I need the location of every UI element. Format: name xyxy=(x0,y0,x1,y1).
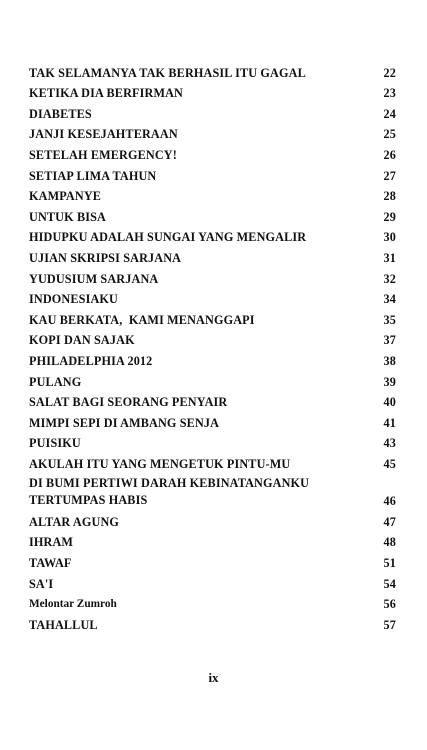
toc-entry-title: SETIAP LIMA TAHUN xyxy=(29,168,157,183)
toc-entry-page: 47 xyxy=(383,514,396,529)
toc-entry-page: 32 xyxy=(383,271,396,286)
toc-entry-title: MIMPI SEPI DI AMBANG SENJA xyxy=(29,415,220,430)
toc-entry-page: 43 xyxy=(383,436,396,451)
toc-entry xyxy=(29,430,396,451)
toc-entry xyxy=(29,450,396,471)
table-of-contents xyxy=(29,59,396,632)
toc-entry-title: TAHALLUL xyxy=(29,617,98,632)
toc-entry xyxy=(29,59,396,80)
toc-entry xyxy=(29,80,396,101)
toc-entry-title: PHILADELPHIA 2012 xyxy=(29,353,153,368)
toc-entry xyxy=(29,141,396,162)
toc-entry-title: SALAT BAGI SEORANG PENYAIR xyxy=(29,395,228,410)
toc-entry-page: 23 xyxy=(383,86,396,101)
toc-entry-title: TAWAF xyxy=(29,556,72,571)
toc-entry xyxy=(29,121,396,142)
toc-entry-page: 45 xyxy=(383,456,396,471)
toc-entry-page: 56 xyxy=(383,597,396,612)
toc-entry-page: 37 xyxy=(383,333,396,348)
toc-entry-title: KETIKA DIA BERFIRMAN xyxy=(29,86,184,101)
toc-entry-title: ALTAR AGUNG xyxy=(29,514,120,529)
toc-entry-title: HIDUPKU ADALAH SUNGAI YANG MENGALIR xyxy=(29,230,307,245)
toc-entry xyxy=(29,389,396,410)
toc-entry xyxy=(29,306,396,327)
toc-entry-page: 27 xyxy=(383,168,396,183)
toc-entry-title: JANJI KESEJAHTERAAN xyxy=(29,127,178,142)
toc-entry-page: 41 xyxy=(383,415,396,430)
toc-entry xyxy=(29,286,396,307)
toc-entry-page: 54 xyxy=(383,576,396,591)
toc-entry-page: 40 xyxy=(383,395,396,410)
toc-entry-title: UJIAN SKRIPSI SARJANA xyxy=(29,250,182,265)
toc-entry xyxy=(29,549,396,570)
toc-entry-title: AKULAH ITU YANG MENGETUK PINTU-MU xyxy=(29,456,291,471)
toc-entry-title: TAK SELAMANYA TAK BERHASIL ITU GAGAL xyxy=(29,65,306,80)
toc-entry-title: PULANG xyxy=(29,374,82,389)
toc-entry-page: 29 xyxy=(383,209,396,224)
toc-entry-title: SA'I xyxy=(29,576,54,591)
toc-entry-title: DIABETES xyxy=(29,106,92,121)
toc-entry xyxy=(29,409,396,430)
toc-entry xyxy=(29,529,396,550)
toc-entry-title: YUDUSIUM SARJANA xyxy=(29,271,159,286)
toc-entry-page: 46 xyxy=(383,494,396,509)
toc-entry-page: 25 xyxy=(383,127,396,142)
toc-entry-page: 39 xyxy=(383,374,396,389)
toc-entry-page: 51 xyxy=(383,556,396,571)
toc-entry xyxy=(29,570,396,591)
toc-entry-page: 22 xyxy=(383,65,396,80)
toc-entry-page: 48 xyxy=(383,535,396,550)
toc-entry-title: KAU BERKATA, KAMI MENANGGAPI xyxy=(29,312,255,327)
toc-entry xyxy=(29,508,396,529)
toc-entry xyxy=(29,591,396,612)
toc-entry xyxy=(29,183,396,204)
page-number: ix xyxy=(208,670,219,685)
toc-entry-page: 35 xyxy=(383,312,396,327)
toc-entry-page: 38 xyxy=(383,353,396,368)
toc-entry xyxy=(29,471,396,508)
toc-entry xyxy=(29,611,396,632)
toc-entry-page: 30 xyxy=(383,230,396,245)
toc-entry xyxy=(29,100,396,121)
toc-entry-title: PUISIKU xyxy=(29,436,81,451)
toc-entry xyxy=(29,368,396,389)
toc-entry-page: 57 xyxy=(383,617,396,632)
toc-entry xyxy=(29,244,396,265)
toc-entry xyxy=(29,347,396,368)
toc-entry-page: 26 xyxy=(383,147,396,162)
toc-entry-page: 31 xyxy=(383,250,396,265)
toc-entry xyxy=(29,327,396,348)
toc-entry xyxy=(29,162,396,183)
toc-entry xyxy=(29,224,396,245)
toc-entry xyxy=(29,203,396,224)
toc-entry-title: KOPI DAN SAJAK xyxy=(29,333,135,348)
toc-entry-page: 28 xyxy=(383,189,396,204)
toc-entry-page: 24 xyxy=(383,106,396,121)
toc-entry-page: 34 xyxy=(383,292,396,307)
toc-entry xyxy=(29,265,396,286)
toc-entry-title: Melontar Zumroh xyxy=(29,598,117,611)
toc-entry-title: SETELAH EMERGENCY! xyxy=(29,147,177,162)
toc-entry-title: INDONESIAKU xyxy=(29,292,119,307)
toc-entry-title: UNTUK BISA xyxy=(29,209,107,224)
toc-entry-title: IHRAM xyxy=(29,535,74,550)
toc-entry-title: DI BUMI PERTIWI DARAH KEBINATANGANKU TERTUMPAS HABIS xyxy=(29,476,310,507)
toc-entry-title: KAMPANYE xyxy=(29,189,102,204)
